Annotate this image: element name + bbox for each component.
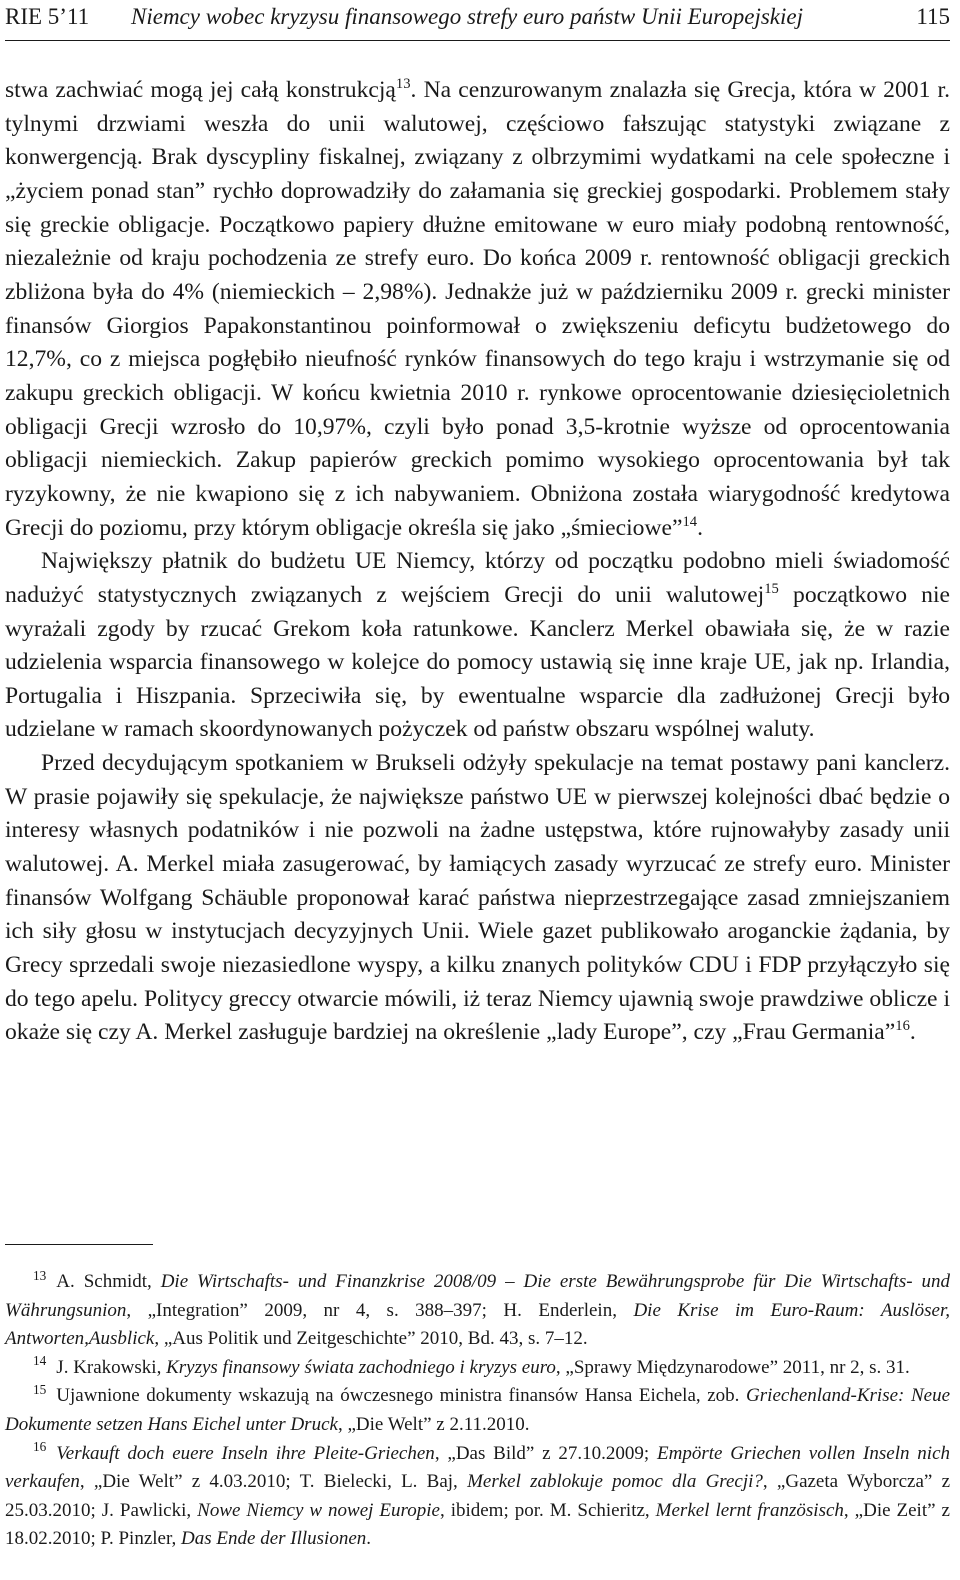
footnote-13 [5,1268,950,1354]
running-title: Niemcy wobec kryzysu finansowego strefy euro państw Unii Europejskiej [131,4,803,29]
paragraph-3 [5,747,950,1050]
footnote-title: Die Krise im Euro-Raum: Auslöser, Antworten,Ausblick [5,1299,950,1350]
footnote-title: Die Wirtschafts- und Finanzkrise 2008/09 – Die erste Bewährungsprobe für Die Wirtschafts- und Währungsunion [5,1271,950,1321]
footnote-text: A. Schmidt, [56,1271,161,1292]
paragraph-1-part-a: stwa zachwiać mogą jej całą konstrukcją [5,77,396,103]
running-header [5,2,950,34]
paragraph-2-part-b: początkowo nie wyrażali zgody by rzucać Grekom koła ratunkowe. Kanclerz Merkel obawiała się, że w razie udzielenia wsparcia finansowego w kolejce do pomocy ustawią się inne kraje UE, jak np. Irlandia, Portugalia i Hiszpania. Sprzeciwiła się, by ewentualne wsparcie dla zadłużonej Grecji było udzielane w ramach skoordynowanych pożyczek od państw obszaru wspólnej waluty. [5,581,950,743]
paragraph-3-part-b: . [909,1019,916,1046]
footnote-ref-14[interactable]: 14 [682,513,698,530]
footnote-text: , ibidem; por. M. Schieritz, [439,1499,656,1521]
footnote-number: 16 [33,1439,47,1455]
footnote-16 [5,1440,950,1554]
paragraph-3-part-a: Przed decydującym spotkaniem w Brukseli odżyły spekulacje na temat postawy pani kanclerz. W prasie pojawiły się spekulacje, że największe państwo UE w pierwszej kolejności dbać będzie o interesy własnych podatników i nie pozwoli na żadne ustępstwa, które rujnowałyby zasady unii walutowej. A. Merkel miała zasugerować, by łamiących zasady wyrzucać ze strefy euro. Minister finansów Wolfgang Schäuble proponował karać państwa nieprzestrzegające zasad zmniejszaniem ich siły głosu w instytucjach decyzyjnych Unii. Wiele gazet publikowało aroganckie żądania, by Grecy sprzedali swoje niezasiedlone wyspy, a kilku znanych polityków CDU i FDP przyłączyło się do tego apelu. Politycy greccy otwarcie mówili, iż teraz Niemcy ujawnią swoje prawdziwe oblicze i okaże się czy A. Merkel zasługuje bardziej na określenie „lady Europe”, czy „Frau Germania” [5,750,950,1046]
header-rule [5,40,950,41]
footnote-title: Merkel zablokuje pomoc dla Grecji? [467,1471,763,1493]
footnote-title: Nowe Niemcy w nowej Europie [197,1499,440,1521]
footnote-text: , „Das Bild” z 27.10.2009; [434,1442,658,1464]
paragraph-2-part-a: Największy płatnik do budżetu UE Niemcy, którzy od początku podobno mieli świadomość nadużyć statystycznych związanych z wejściem Grecji do unii walutowej [5,548,950,608]
footnotes [5,1268,950,1554]
footnote-text: , „Gazeta Wyborcza” z 25.03.2010; J. Pawlicki, [5,1471,951,1521]
journal-issue: RIE 5’11 [5,4,90,29]
footnote-title: Verkauft doch euere Inseln ihre Pleite-Griechen [56,1442,435,1464]
footnote-text: , „Sprawy Międzynarodowe” 2011, nr 2, s. 31. [555,1356,910,1378]
footnote-rule [5,1244,153,1245]
footnote-text: , „Die Welt” z 4.03.2010; T. Bielecki, L. Baj, [79,1471,468,1493]
footnote-text: Ujawnione dokumenty wskazują na ówczesnego ministra finansów Hansa Eichela, zob. [56,1385,747,1407]
footnote-text: J. Krakowski, [56,1356,167,1378]
paragraph-1 [5,74,950,545]
paragraph-1-part-c: . [697,514,703,541]
footnote-number: 15 [33,1382,47,1398]
footnote-text: , „Die Welt” z 2.11.2010. [337,1413,530,1435]
footnote-text: , „Integration” 2009, nr 4, s. 388–397; H. Enderlein, [126,1299,634,1321]
footnote-title: Kryzys finansowy świata zachodniego i kryzys euro [166,1356,556,1378]
footnote-ref-16[interactable]: 16 [895,1018,910,1035]
footnote-ref-15[interactable]: 15 [764,581,779,598]
paragraph-2 [5,545,950,747]
footnote-ref-13[interactable]: 13 [395,76,411,93]
footnote-title: Griechenland-Krise: Neue Dokumente setzen Hans Eichel unter Druck [5,1385,950,1435]
body-text [5,74,950,1050]
footnote-title: Merkel lernt französisch [655,1499,844,1521]
footnote-14 [5,1354,950,1383]
footnote-number: 13 [33,1267,47,1283]
footnote-title: Empörte Griechen vollen Inseln nich verkaufen [5,1442,951,1493]
footnote-number: 14 [33,1353,47,1369]
footnote-title: Das Ende der Illusionen [181,1528,367,1550]
footnote-text: , „Aus Politik und Zeitgeschichte” 2010, Bd. 43, s. 7–12. [154,1328,588,1350]
paragraph-1-part-b: . Na cenzurowanym znalazła się Grecja, która w 2001 r. tylnymi drzwiami weszła do unii walutowej, częściowo fałszując statystyki związane z konwergencją. Brak dyscypliny fiskalnej, związany z olbrzymimi wydatkami na cele społeczne i „życiem ponad stan” rychło doprowadziły do załamania się greckiej gospodarki. Problemem stały się greckie obligacje. Początkowo papiery dłużne emitowane w euro miały podobną rentowność, niezależnie od kraju pochodzenia ze strefy euro. Do końca 2009 r. rentowność obligacji greckich zbliżona była do 4% (niemieckich – 2,98%). Jednakże już w październiku 2009 r. grecki minister finansów Giorgios Papakonstantinou poinformował o zwiększeniu deficytu budżetowego do 12,7%, co z miejsca pogłębiło nieufność rynków finansowych do tego kraju i wstrzymanie się od zakupu greckich obligacji. W końcu kwietnia 2010 r. rynkowe oprocentowanie dziesięcioletnich obligacji Grecji wzrosło do 10,97%, czyli było ponad 3,5-krotnie wyższe od oprocentowania obligacji niemieckich. Zakup papierów greckich pomimo wysokiego oprocentowania był tak ryzykowny, że nie kwapiono się z ich nabywaniem. Obniżona została wiarygodność kredytowa Grecji do poziomu, przy którym obligacje określa się jako „śmieciowe” [5,77,950,541]
footnote-text: , „Die Zeit” z 18.02.2010; P. Pinzler, [5,1499,950,1550]
page-number: 115 [916,4,950,29]
footnote-text: . [366,1528,372,1550]
footnote-15 [5,1382,950,1439]
